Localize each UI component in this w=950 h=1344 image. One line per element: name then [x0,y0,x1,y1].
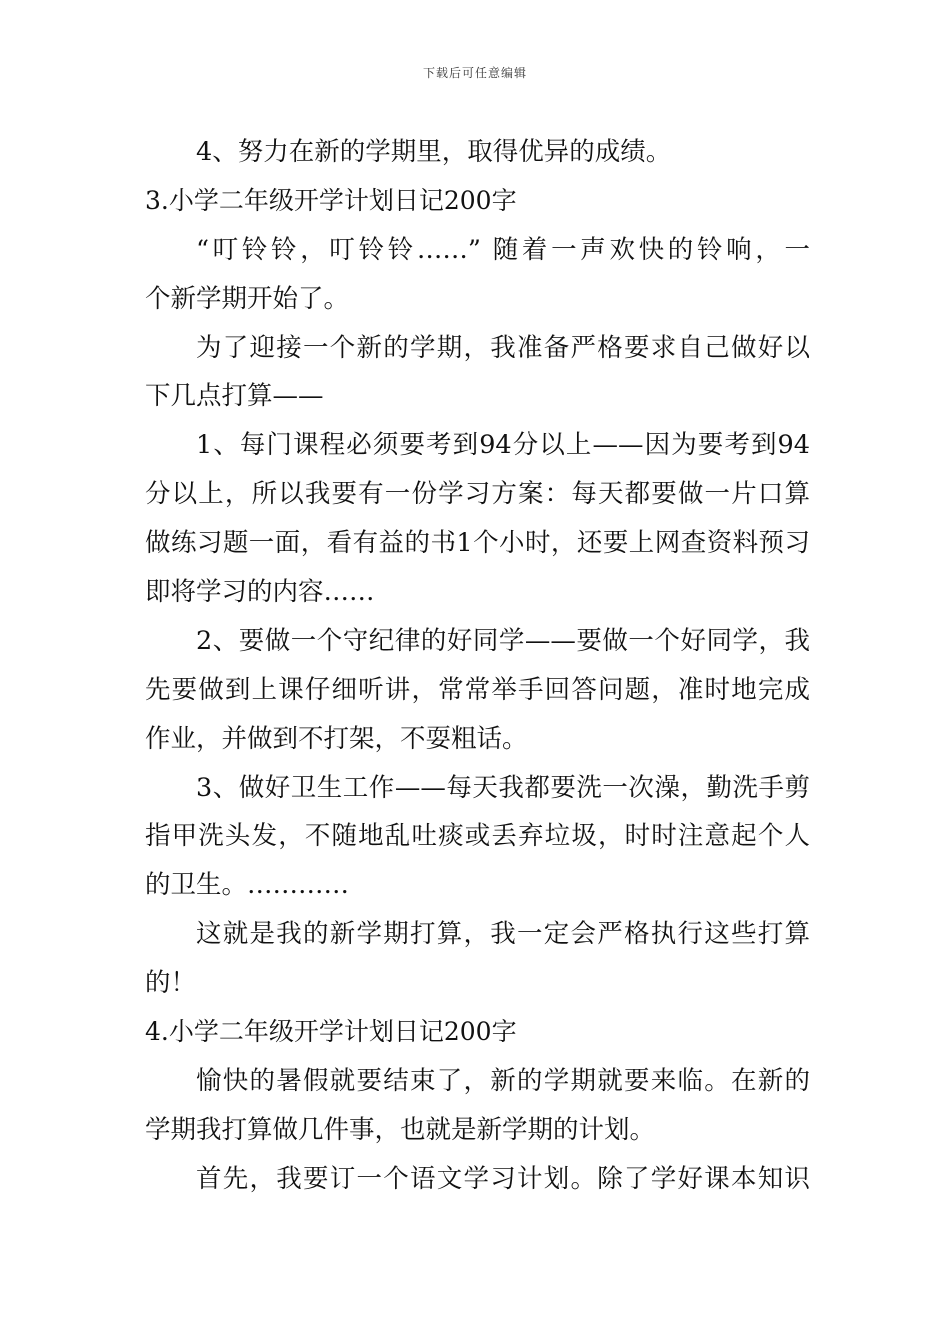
paragraph-line: 作业，并做到不打架，不耍粗话。 [145,723,528,754]
paragraph-line: 愉快的暑假就要结束了，新的学期就要来临。在新的 [196,1065,810,1096]
paragraph-line: 即将学习的内容…… [145,577,375,608]
paragraph-line: 的！ [145,968,197,999]
paragraph-line: 3、做好卫生工作——每天我都要洗一次澡，勤洗手剪 [196,772,810,803]
paragraph-line: 指甲洗头发，不随地乱吐痰或丢弃垃圾，时时注意起个人 [145,821,810,852]
paragraph-line: 的卫生。………… [145,870,350,901]
paragraph-line: 下几点打算—— [145,381,324,412]
paragraph-line: 这就是我的新学期打算，我一定会严格执行这些打算 [196,919,810,950]
page-header: 下载后可任意编辑 [422,66,527,80]
list-item-4-goal: 4、努力在新的学期里，取得优异的成绩。 [196,137,672,167]
paragraph-line: 个新学期开始了。 [145,283,350,314]
section-heading-4: 4.小学二年级开学计划日记200字 [145,1017,517,1047]
paragraph-line: 学期我打算做几件事，也就是新学期的计划。 [145,1114,656,1145]
paragraph-line: 分以上，所以我要有一份学习方案：每天都要做一片口算 [145,479,810,510]
paragraph-line: 为了迎接一个新的学期，我准备严格要求自己做好以 [196,332,810,363]
paragraph-line: 做练习题一面，看有益的书1个小时，还要上网查资料预习 [145,528,810,559]
section-heading-3: 3.小学二年级开学计划日记200字 [145,185,517,215]
paragraph-line: “叮铃铃，叮铃铃……” 随着一声欢快的铃响，一 [196,234,810,265]
paragraph-line: 首先，我要订一个语文学习计划。除了学好课本知识 [196,1163,810,1194]
paragraph-line: 2、要做一个守纪律的好同学——要做一个好同学，我 [196,625,810,656]
paragraph-line: 先要做到上课仔细听讲，常常举手回答问题，准时地完成 [145,674,810,705]
paragraph-line: 1、每门课程必须要考到94分以上——因为要考到94 [196,430,810,461]
document-body [145,128,810,1204]
